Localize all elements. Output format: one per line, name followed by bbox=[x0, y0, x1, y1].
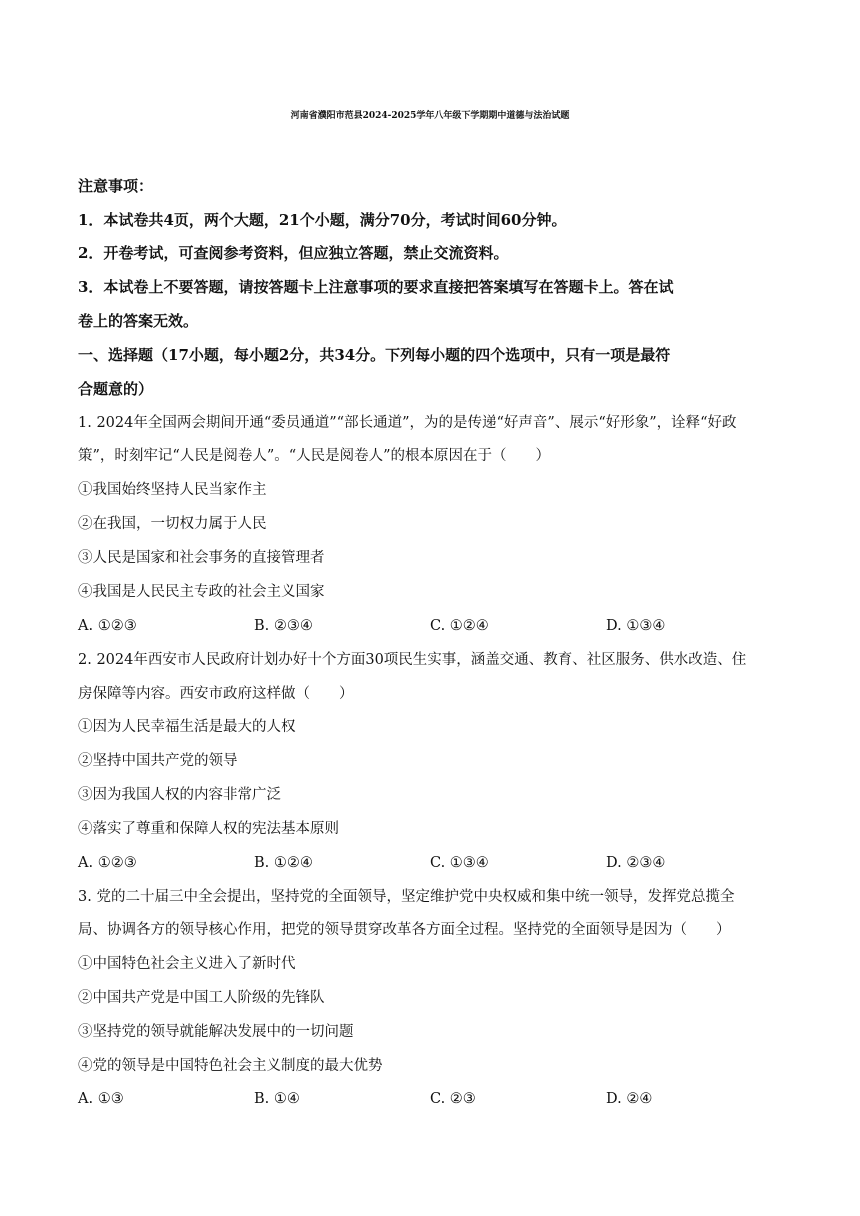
option-d: D. ②③④ bbox=[606, 855, 666, 871]
option-c: C. ②③ bbox=[430, 1091, 476, 1107]
question-item: ④落实了尊重和保障人权的宪法基本原则 bbox=[78, 821, 339, 837]
question-item: ③因为我国人权的内容非常广泛 bbox=[78, 787, 281, 803]
option-d: D. ②④ bbox=[606, 1091, 653, 1107]
option-c: C. ①②④ bbox=[430, 618, 489, 634]
question-item: ③人民是国家和社会事务的直接管理者 bbox=[78, 550, 325, 566]
question-item: ②坚持中国共产党的领导 bbox=[78, 753, 238, 769]
question-stem: 1. 2024年全国两会期间开通“委员通道”“部长通道”，为的是传递“好声音”、展示“好形象”，诠释“好政 bbox=[78, 415, 737, 431]
option-a: A. ①②③ bbox=[78, 855, 137, 871]
note-line: 3．本试卷上不要答题，请按答题卡上注意事项的要求直接把答案填写在答题卡上。答在试 bbox=[78, 278, 674, 296]
section-heading: 一、选择题（17小题，每小题2分，共34分。下列每小题的四个选项中，只有一项是最符 bbox=[78, 346, 671, 364]
notes-heading: 注意事项： bbox=[78, 177, 154, 195]
question-stem: 3. 党的二十届三中全会提出，坚持党的全面领导，坚定维护党中央权威和集中统一领导，发挥党总揽全 bbox=[78, 889, 735, 905]
option-a: A. ①②③ bbox=[78, 618, 137, 634]
page-title: 河南省濮阳市范县2024-2025学年八年级下学期期中道德与法治试题 bbox=[290, 111, 570, 121]
question-item: ④我国是人民民主专政的社会主义国家 bbox=[78, 584, 325, 600]
question-item: ④党的领导是中国特色社会主义制度的最大优势 bbox=[78, 1058, 383, 1074]
note-line: 2．开卷考试，可查阅参考资料，但应独立答题，禁止交流资料。 bbox=[78, 244, 509, 262]
option-c: C. ①③④ bbox=[430, 855, 489, 871]
question-item: ②在我国，一切权力属于人民 bbox=[78, 516, 267, 532]
option-b: B. ①④ bbox=[254, 1091, 300, 1107]
note-line: 1．本试卷共4页，两个大题，21个小题，满分70分，考试时间60分钟。 bbox=[78, 211, 567, 229]
question-item: ③坚持党的领导就能解决发展中的一切问题 bbox=[78, 1024, 354, 1040]
question-stem: 房保障等内容。西安市政府这样做（ ） bbox=[78, 686, 354, 702]
question-item: ①中国特色社会主义进入了新时代 bbox=[78, 956, 296, 972]
question-item: ①因为人民幸福生活是最大的人权 bbox=[78, 719, 296, 735]
option-b: B. ②③④ bbox=[254, 618, 313, 634]
question-stem: 策”，时刻牢记“人民是阅卷人”。“人民是阅卷人”的根本原因在于（ ） bbox=[78, 448, 551, 464]
question-item: ②中国共产党是中国工人阶级的先锋队 bbox=[78, 990, 325, 1006]
note-line: 卷上的答案无效。 bbox=[78, 312, 199, 330]
option-a: A. ①③ bbox=[78, 1091, 124, 1107]
option-b: B. ①②④ bbox=[254, 855, 313, 871]
question-stem: 局、协调各方的领导核心作用，把党的领导贯穿改革各方面全过程。坚持党的全面领导是因为（ ） bbox=[78, 922, 731, 938]
question-item: ①我国始终坚持人民当家作主 bbox=[78, 482, 267, 498]
option-d: D. ①③④ bbox=[606, 618, 666, 634]
section-heading: 合题意的） bbox=[78, 380, 154, 398]
question-stem: 2. 2024年西安市人民政府计划办好十个方面30项民生实事，涵盖交通、教育、社区服务、供水改造、住 bbox=[78, 652, 747, 668]
